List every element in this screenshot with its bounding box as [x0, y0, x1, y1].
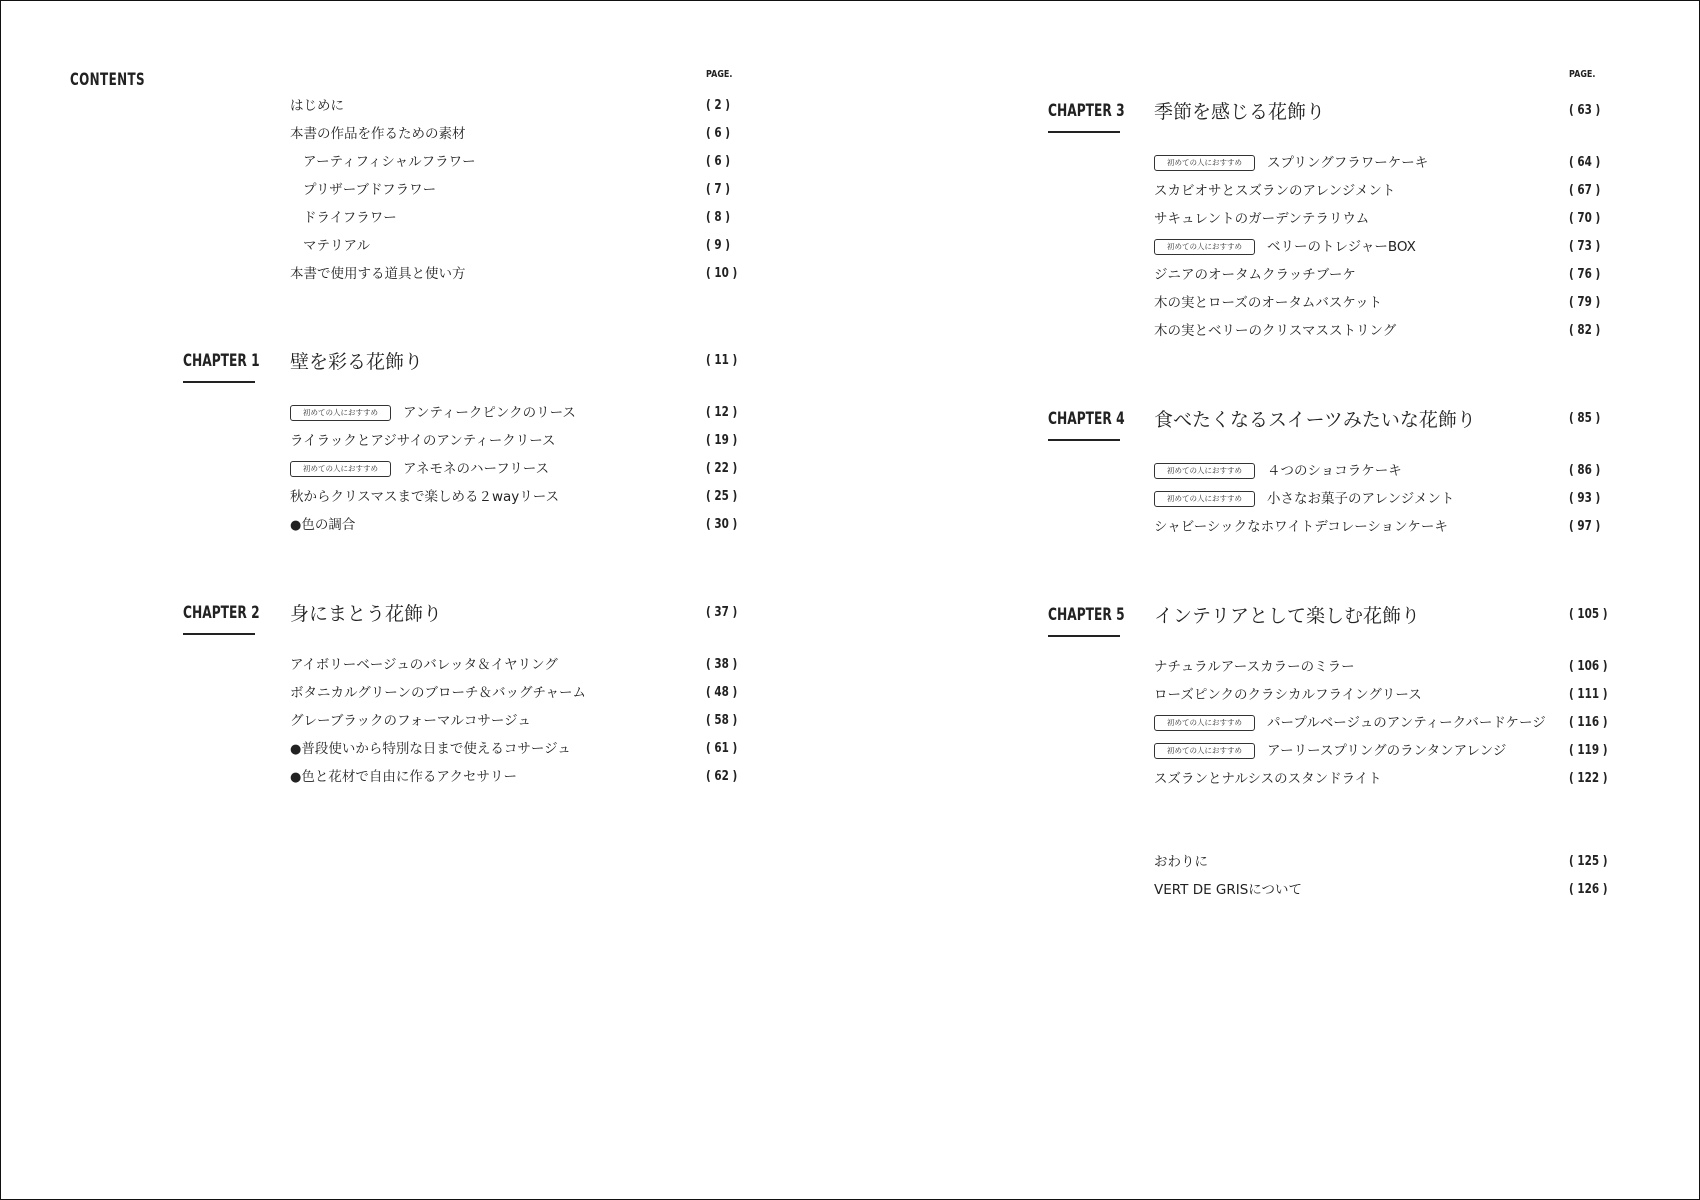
entry-title — [1154, 319, 1396, 343]
entry-title-text: パープルベージュのアンティークバードケージ — [1267, 715, 1546, 731]
entry-title-text: ベリーのトレジャーBOX — [1267, 239, 1416, 255]
chapter-title: インテリアとして楽しむ花飾り — [1154, 605, 1421, 627]
toc-entry[interactable] — [1, 319, 1699, 343]
entry-title-text: 本書で使用する道具と使い方 — [290, 266, 466, 282]
entry-page-number: ( 76 ) — [1569, 267, 1601, 282]
chapter-title: 季節を感じる花飾り — [1154, 101, 1326, 123]
entry-page-number: ( 19 ) — [706, 433, 738, 448]
entry-page-number: ( 9 ) — [706, 238, 730, 253]
entry-page-number: ( 82 ) — [1569, 323, 1601, 338]
toc-entry[interactable] — [1, 655, 1699, 679]
entry-title — [1154, 767, 1382, 791]
entry-page-number: ( 86 ) — [1569, 463, 1601, 478]
chapter-heading[interactable] — [1, 595, 1699, 635]
entry-page-number: ( 119 ) — [1569, 743, 1608, 758]
recommended-badge: 初めての人におすすめ — [1154, 491, 1255, 507]
entry-page-number: ( 62 ) — [706, 769, 738, 784]
entry-title-text: 普段使いから特別な日まで使えるコサージュ — [301, 741, 571, 757]
entry-title — [1267, 487, 1454, 511]
toc-entry[interactable] — [1, 683, 1699, 707]
chapter-label: CHAPTER 4 — [1048, 409, 1125, 429]
recommended-badge: 初めての人におすすめ — [1154, 239, 1255, 255]
toc-entry[interactable] — [1, 739, 1699, 763]
entry-title — [1154, 683, 1422, 707]
entry-title-text: ナチュラルアースカラーのミラー — [1154, 659, 1355, 675]
entry-page-number: ( 93 ) — [1569, 491, 1601, 506]
entry-page-number: ( 73 ) — [1569, 239, 1601, 254]
chapter-label: CHAPTER 5 — [1048, 605, 1125, 625]
entry-page-number: ( 12 ) — [706, 405, 738, 420]
entry-title — [1267, 739, 1506, 763]
entry-title — [1154, 179, 1395, 203]
toc-entry[interactable] — [1, 291, 1699, 315]
contents-heading: CONTENTS — [70, 70, 146, 90]
entry-page-number: ( 58 ) — [706, 713, 738, 728]
entry-page-number: ( 48 ) — [706, 685, 738, 700]
entry-page-number: ( 7 ) — [706, 182, 730, 197]
entry-title — [1267, 151, 1428, 175]
entry-page-number: ( 126 ) — [1569, 882, 1608, 897]
toc-entry[interactable] — [1, 487, 1699, 511]
toc-entry[interactable] — [1, 151, 1699, 175]
entry-title-text: ライラックとアジサイのアンティークリース — [290, 433, 556, 449]
chapter-label: CHAPTER 1 — [183, 351, 260, 371]
entry-page-number: ( 79 ) — [1569, 295, 1601, 310]
entry-title-text: スカビオサとスズランのアレンジメント — [1154, 183, 1396, 199]
entry-title-text: おわりに — [1154, 854, 1208, 870]
page-column-label-right: PAGE. — [1569, 69, 1596, 80]
toc-entry[interactable] — [1, 878, 1699, 902]
chapter-title: 身にまとう花飾り — [290, 603, 443, 625]
chapter-underline — [183, 381, 255, 383]
entry-title-text: 木の実とローズのオータムバスケット — [1154, 295, 1383, 311]
entry-page-number: ( 10 ) — [706, 266, 738, 281]
recommended-badge: 初めての人におすすめ — [1154, 463, 1255, 479]
entry-title-text: スプリングフラワーケーキ — [1267, 155, 1429, 171]
entry-title-text: スズランとナルシスのスタンドライト — [1154, 771, 1382, 787]
toc-entry[interactable] — [1, 850, 1699, 874]
chapter-page-number: ( 85 ) — [1569, 411, 1601, 426]
entry-title — [1154, 878, 1302, 902]
entry-page-number: ( 25 ) — [706, 489, 738, 504]
entry-title-text: シャビーシックなホワイトデコレーションケーキ — [1154, 519, 1448, 535]
entry-title-text: ジニアのオータムクラッチブーケ — [1154, 267, 1356, 283]
recommended-badge: 初めての人におすすめ — [1154, 743, 1255, 759]
entry-page-number: ( 116 ) — [1569, 715, 1608, 730]
toc-entry[interactable] — [1, 207, 1699, 231]
bullet-icon: ● — [290, 742, 302, 757]
recommended-badge: 初めての人におすすめ — [290, 461, 391, 477]
chapter-heading[interactable] — [1, 341, 1699, 381]
entry-title-text: ボタニカルグリーンのブローチ＆バッグチャーム — [290, 685, 587, 701]
toc-entry[interactable] — [1, 235, 1699, 259]
chapter-title: 壁を彩る花飾り — [290, 351, 424, 373]
entry-title — [1267, 235, 1416, 259]
entry-page-number: ( 38 ) — [706, 657, 738, 672]
entry-title-text: ４つのショコラケーキ — [1267, 463, 1402, 479]
entry-page-number: ( 125 ) — [1569, 854, 1608, 869]
toc-entry[interactable] — [1, 459, 1699, 483]
entry-title-text: アイボリーベージュのバレッタ＆イヤリング — [290, 657, 558, 673]
bullet-icon: ● — [290, 518, 302, 533]
entry-page-number: ( 8 ) — [706, 210, 730, 225]
entry-title-text: アネモネのハーフリース — [403, 461, 550, 477]
entry-title-text: アーリースプリングのランタンアレンジ — [1267, 743, 1507, 759]
chapter-heading[interactable] — [1, 399, 1699, 439]
toc-entry[interactable] — [1, 515, 1699, 539]
toc-entry[interactable] — [1, 711, 1699, 735]
entry-page-number: ( 6 ) — [706, 154, 730, 169]
entry-title-text: ローズピンクのクラシカルフライングリース — [1154, 687, 1422, 703]
entry-title — [1154, 655, 1355, 679]
entry-page-number: ( 30 ) — [706, 517, 738, 532]
entry-title-text: グレーブラックのフォーマルコサージュ — [290, 713, 531, 729]
entry-title — [1154, 291, 1382, 315]
entry-title-text: 色と花材で自由に作るアクセサリー — [301, 769, 517, 785]
entry-title — [1267, 459, 1402, 483]
entry-title-text: マテリアル — [303, 238, 370, 254]
entry-title-text: 色の調合 — [301, 517, 356, 533]
chapter-label: CHAPTER 3 — [1048, 101, 1125, 121]
entry-page-number: ( 97 ) — [1569, 519, 1601, 534]
entry-title-text: サキュレントのガーデンテラリウム — [1154, 211, 1370, 227]
entry-page-number: ( 22 ) — [706, 461, 738, 476]
toc-entry[interactable] — [1, 179, 1699, 203]
page-column-label-left: PAGE. — [706, 69, 733, 80]
entry-title — [1154, 515, 1448, 539]
entry-title — [1267, 711, 1546, 735]
toc-entry[interactable] — [1, 263, 1699, 287]
entry-title-text: アーティフィシャルフラワー — [303, 154, 476, 170]
chapter-heading[interactable] — [1, 91, 1699, 131]
entry-title-text: VERT DE GRISについて — [1154, 882, 1303, 898]
chapter-title: 食べたくなるスイーツみたいな花飾り — [1154, 409, 1476, 431]
entry-title — [1154, 263, 1356, 287]
entry-page-number: ( 2 ) — [706, 98, 730, 113]
toc-entry[interactable] — [1, 767, 1699, 791]
entry-title-text: 小さなお菓子のアレンジメント — [1267, 491, 1455, 507]
entry-page-number: ( 6 ) — [706, 126, 730, 141]
chapter-underline — [1048, 635, 1120, 637]
entry-title-text: プリザーブドフラワー — [303, 182, 437, 198]
entry-title-text: はじめに — [290, 98, 344, 114]
chapter-label: CHAPTER 2 — [183, 603, 260, 623]
entry-page-number: ( 111 ) — [1569, 687, 1608, 702]
entry-page-number: ( 64 ) — [1569, 155, 1601, 170]
entry-title-text: ドライフラワー — [303, 210, 397, 226]
recommended-badge: 初めての人におすすめ — [290, 405, 391, 421]
entry-page-number: ( 106 ) — [1569, 659, 1608, 674]
chapter-underline — [1048, 439, 1120, 441]
entry-title — [1154, 850, 1208, 874]
recommended-badge: 初めての人におすすめ — [1154, 715, 1255, 731]
entry-page-number: ( 122 ) — [1569, 771, 1608, 786]
entry-title-text: アンティークピンクのリース — [403, 405, 576, 421]
entry-title-text: 木の実とベリーのクリスマスストリング — [1154, 323, 1397, 339]
chapter-page-number: ( 37 ) — [706, 605, 738, 620]
entry-page-number: ( 67 ) — [1569, 183, 1601, 198]
entry-page-number: ( 70 ) — [1569, 211, 1601, 226]
recommended-badge: 初めての人におすすめ — [1154, 155, 1255, 171]
chapter-page-number: ( 63 ) — [1569, 103, 1601, 118]
entry-title-text: 秋からクリスマスまで楽しめる２wayリース — [290, 489, 560, 505]
bullet-icon: ● — [290, 770, 302, 785]
entry-title — [1154, 207, 1369, 231]
chapter-page-number: ( 11 ) — [706, 353, 738, 368]
entry-title-text: 本書の作品を作るための素材 — [290, 126, 466, 142]
chapter-underline — [1048, 131, 1120, 133]
chapter-page-number: ( 105 ) — [1569, 607, 1608, 622]
entry-page-number: ( 61 ) — [706, 741, 738, 756]
